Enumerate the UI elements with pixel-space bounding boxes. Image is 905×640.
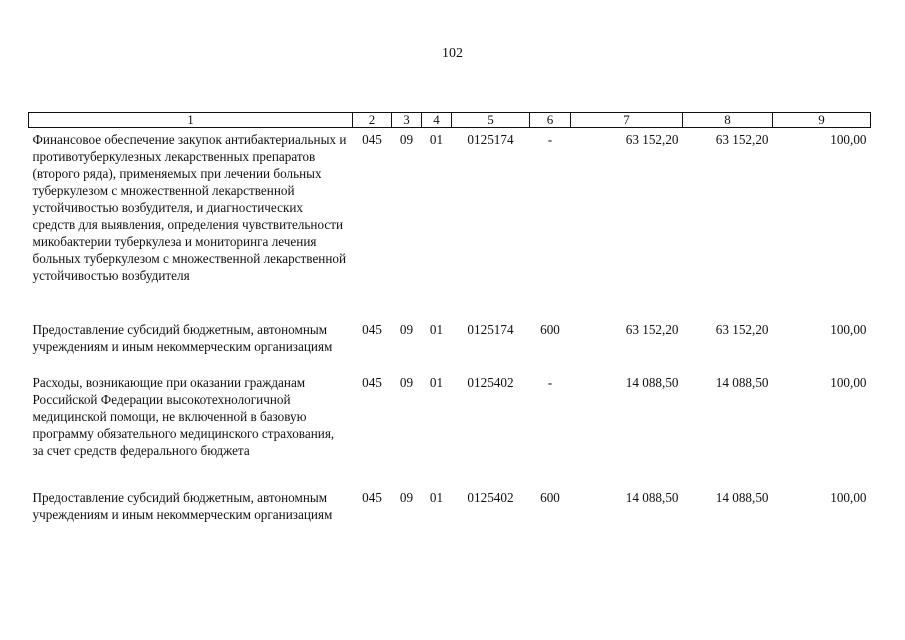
row-ministry-code: 045 — [362, 132, 382, 147]
header-col-4: 4 — [422, 113, 452, 128]
row-ministry-code: 045 — [362, 322, 382, 337]
row-expense-type: - — [547, 132, 553, 147]
row-value-8: 14 088,50 — [715, 490, 769, 505]
header-col-3: 3 — [392, 113, 422, 128]
row-section-code: 09 — [399, 490, 414, 505]
row-value-7: 14 088,50 — [625, 490, 679, 505]
row-subsection-code: 01 — [429, 490, 444, 505]
row-expense-type: - — [547, 375, 553, 390]
header-col-1: 1 — [29, 113, 353, 128]
row-value-8: 63 152,20 — [715, 132, 769, 147]
row-ministry-code: 045 — [362, 490, 382, 505]
header-col-9: 9 — [773, 113, 871, 128]
table-row — [29, 321, 871, 374]
table-row — [29, 128, 871, 322]
row-target-code: 0125402 — [467, 375, 514, 390]
row-value-7: 14 088,50 — [625, 375, 679, 390]
row-target-code: 0125174 — [467, 132, 514, 147]
page-number: 102 — [442, 46, 463, 61]
row-value-8: 63 152,20 — [715, 322, 769, 337]
row-target-code: 0125174 — [467, 322, 514, 337]
header-col-2: 2 — [353, 113, 392, 128]
header-col-5: 5 — [452, 113, 530, 128]
row-section-code: 09 — [399, 322, 414, 337]
row-name: Расходы, возникающие при оказании гражданам Российской Федерации высокотехнологичной медицинской помощи, не включенной в базовую программу обязательного медицинского страхования, за счет средств федерального бюджета — [32, 375, 335, 458]
budget-table — [28, 112, 871, 541]
row-name: Финансовое обеспечение закупок антибактериальных и противотуберкулезных лекарственных препаратов (второго ряда), применяемых при лечении больных туберкулезом с множественной лекарственной устойчивостью возбудителя, и диагностических средств для выявления, определения чувствительности микобактерии туберкулеза и мониторинга лечения больных туберкулезом с множественной лекарственной устойчивостью возбудителя — [32, 132, 347, 283]
row-value-9: 100,00 — [830, 132, 867, 147]
header-col-6: 6 — [530, 113, 571, 128]
table-row — [29, 374, 871, 489]
row-value-9: 100,00 — [830, 375, 867, 390]
row-expense-type: 600 — [540, 490, 560, 505]
row-section-code: 09 — [399, 375, 414, 390]
row-target-code: 0125402 — [467, 490, 514, 505]
row-subsection-code: 01 — [429, 375, 444, 390]
table-header-row — [29, 113, 871, 128]
row-ministry-code: 045 — [362, 375, 382, 390]
table-row — [29, 489, 871, 541]
row-subsection-code: 01 — [429, 322, 444, 337]
header-col-8: 8 — [683, 113, 773, 128]
row-expense-type: 600 — [540, 322, 560, 337]
row-value-7: 63 152,20 — [625, 322, 679, 337]
row-value-7: 63 152,20 — [625, 132, 679, 147]
row-value-9: 100,00 — [830, 322, 867, 337]
row-value-8: 14 088,50 — [715, 375, 769, 390]
row-value-9: 100,00 — [830, 490, 867, 505]
row-section-code: 09 — [399, 132, 414, 147]
row-name: Предоставление субсидий бюджетным, автономным учреждениям и иным некоммерческим организациям — [32, 322, 333, 354]
row-name: Предоставление субсидий бюджетным, автономным учреждениям и иным некоммерческим организациям — [32, 490, 333, 522]
header-col-7: 7 — [571, 113, 683, 128]
row-subsection-code: 01 — [429, 132, 444, 147]
